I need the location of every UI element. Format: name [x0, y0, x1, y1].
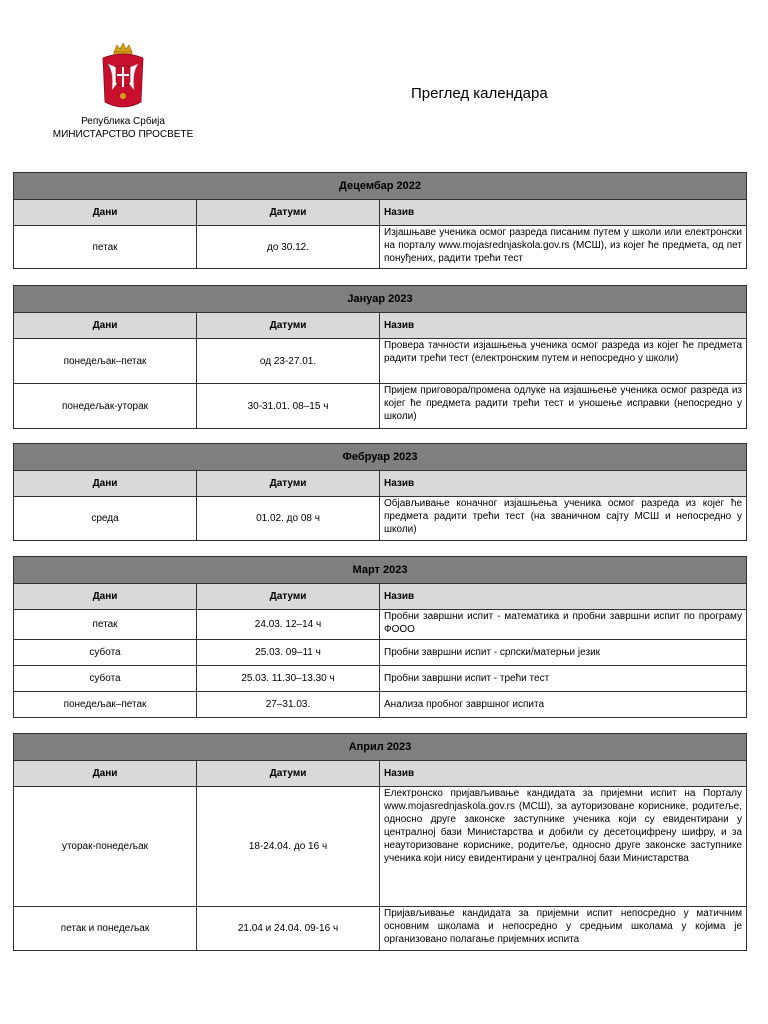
- column-header-dates: Датуми: [197, 313, 380, 339]
- month-table-february-2023: [13, 443, 747, 541]
- month-heading: Март 2023: [14, 557, 747, 584]
- row-days: субота: [14, 640, 197, 666]
- month-table-december-2022: [13, 172, 747, 269]
- month-heading: Фебруар 2023: [14, 444, 747, 471]
- row-dates: 25.03. 09–11 ч: [197, 640, 380, 666]
- row-days: понедељак–петак: [14, 339, 197, 384]
- row-dates: 27–31.03.: [197, 692, 380, 718]
- row-days: понедељак–петак: [14, 692, 197, 718]
- month-heading: Јануар 2023: [14, 286, 747, 313]
- row-dates: 24.03. 12–14 ч: [197, 610, 380, 640]
- table-row: [14, 907, 747, 951]
- column-header-dates: Датуми: [197, 584, 380, 610]
- month-table-march-2023: [13, 556, 747, 718]
- row-name: Електронско пријављивање кандидата за пријемни испит на Порталу www.mojasrednjaskola.gov.rs (МСШ), за ауторизоване кориснике, родитеље, односно друге законске заступнике ученика који су евидентирани у централној бази Министарства и добили су десетоцифрену шифру, и за неауторизоване кориснике, родитеље, односно друге законске заступнике ученика који нису евидентирани у централној бази Министарства: [380, 787, 747, 907]
- column-header-name: Назив: [380, 471, 747, 497]
- month-table-april-2023: [13, 733, 747, 951]
- page-title: Преглед календара: [411, 85, 548, 102]
- row-name: Пријем приговора/промена одлуке на изјашњење ученика осмог разреда из којег ће предмета радити трећи тест и уношење исправки (непосредно у школи): [380, 384, 747, 429]
- column-header-days: Дани: [14, 761, 197, 787]
- column-header-days: Дани: [14, 313, 197, 339]
- row-days: петак и понедељак: [14, 907, 197, 951]
- row-name: Пријављивање кандидата за пријемни испит непосредно у матичним основним школама и непосредно у средњим школама у којима је организовано полагање пријемних испита: [380, 907, 747, 951]
- row-dates: 25.03. 11.30–13.30 ч: [197, 666, 380, 692]
- column-header-dates: Датуми: [197, 761, 380, 787]
- column-header-name: Назив: [380, 200, 747, 226]
- table-row: [14, 610, 747, 640]
- row-days: среда: [14, 497, 197, 541]
- row-days: петак: [14, 226, 197, 269]
- column-header-name: Назив: [380, 584, 747, 610]
- table-row: [14, 497, 747, 541]
- republic-name: Република Србија: [81, 116, 165, 127]
- row-dates: до 30.12.: [197, 226, 380, 269]
- row-days: уторак-понедељак: [14, 787, 197, 907]
- table-row: [14, 226, 747, 269]
- row-name: Објављивање коначног изјашњења ученика осмог разреда из којег ће предмета радити трећи тест (на званичном сајту МСШ и непосредно у школи): [380, 497, 747, 541]
- column-header-days: Дани: [14, 584, 197, 610]
- row-dates: 01.02. до 08 ч: [197, 497, 380, 541]
- column-header-dates: Датуми: [197, 200, 380, 226]
- month-heading: Децембар 2022: [14, 173, 747, 200]
- table-row: [14, 384, 747, 429]
- row-dates: од 23-27.01.: [197, 339, 380, 384]
- row-dates: 30-31.01. 08–15 ч: [197, 384, 380, 429]
- table-row: [14, 692, 747, 718]
- row-dates: 18-24.04. до 16 ч: [197, 787, 380, 907]
- row-name: Провера тачности изјашњења ученика осмог разреда из којег ће предмета радити трећи тест (електронским путем и непосредно у школи): [380, 339, 747, 384]
- column-header-name: Назив: [380, 761, 747, 787]
- row-name: Пробни завршни испит - математика и пробни завршни испит по програму ФООО: [380, 610, 747, 640]
- document-header: [0, 0, 768, 160]
- table-row: [14, 787, 747, 907]
- column-header-dates: Датуми: [197, 471, 380, 497]
- row-dates: 21.04 и 24.04. 09-16 ч: [197, 907, 380, 951]
- row-days: понедељак-уторак: [14, 384, 197, 429]
- column-header-days: Дани: [14, 200, 197, 226]
- month-heading: Април 2023: [14, 734, 747, 761]
- serbian-coat-of-arms-icon: [100, 42, 146, 114]
- column-header-name: Назив: [380, 313, 747, 339]
- row-name: Анализа пробног завршног испита: [380, 692, 747, 718]
- table-row: [14, 666, 747, 692]
- column-header-days: Дани: [14, 471, 197, 497]
- table-row: [14, 640, 747, 666]
- month-table-january-2023: [13, 285, 747, 429]
- row-name: Пробни завршни испит - трећи тест: [380, 666, 747, 692]
- row-days: субота: [14, 666, 197, 692]
- row-name: Пробни завршни испит - српски/матерњи језик: [380, 640, 747, 666]
- table-row: [14, 339, 747, 384]
- ministry-name: МИНИСТАРСТВО ПРОСВЕТЕ: [52, 129, 194, 140]
- row-name: Изјашњаве ученика осмог разреда писаним путем у школи или електронски на порталу www.mojasrednjaskola.gov.rs (МСШ), из којег ће предмета, од пет понуђених, радити трећи тест: [380, 226, 747, 269]
- row-days: петак: [14, 610, 197, 640]
